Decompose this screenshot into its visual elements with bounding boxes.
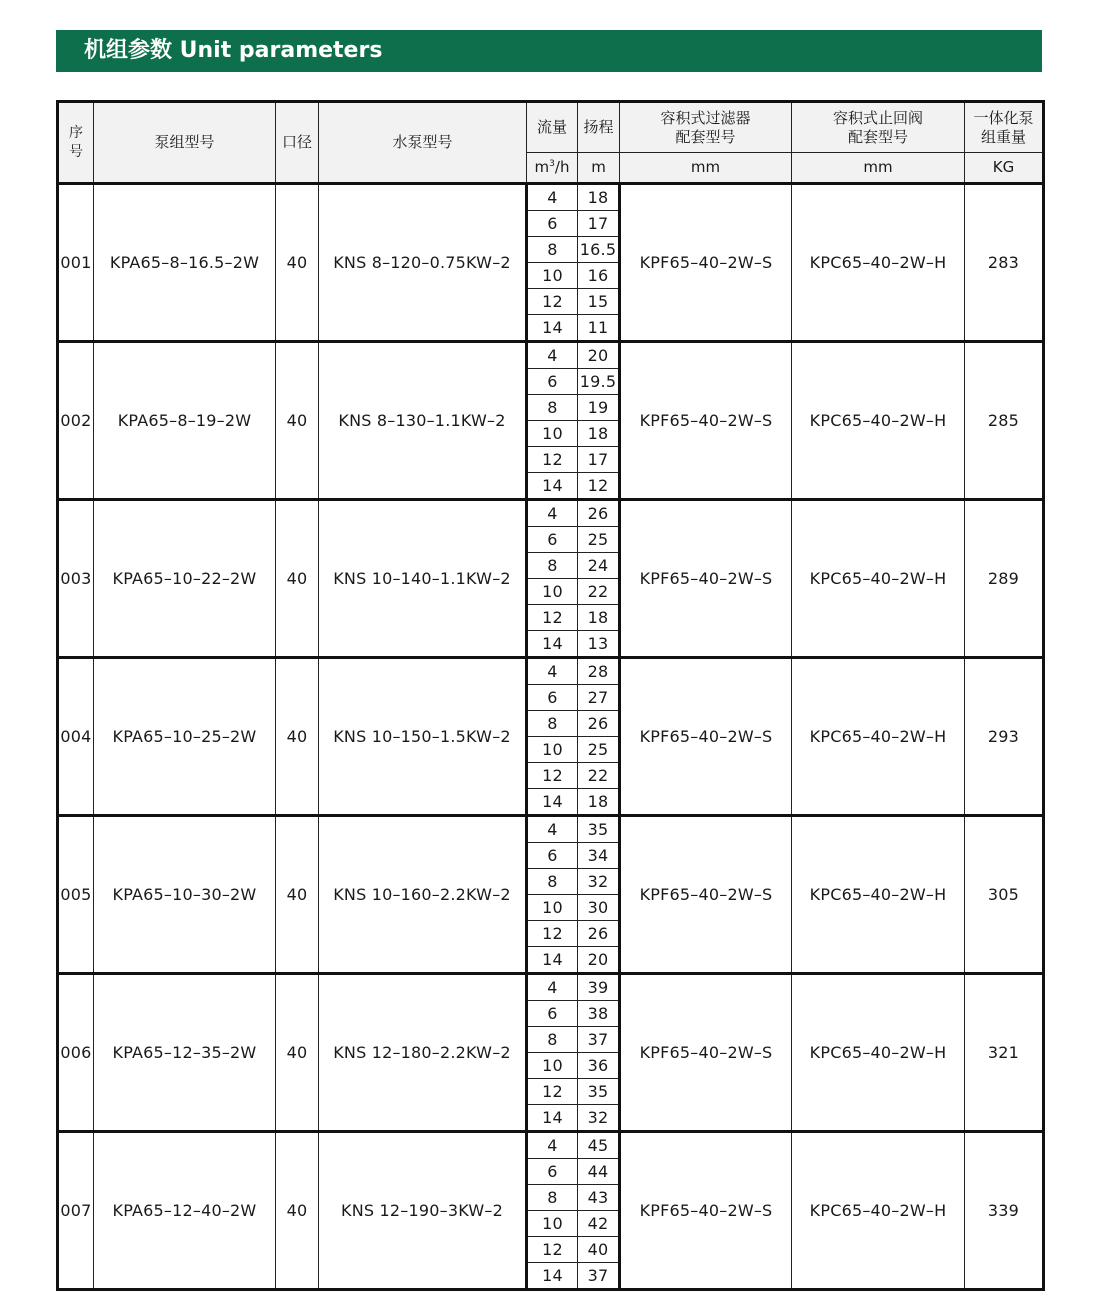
table-row [58, 1132, 1044, 1159]
cell-head: 25 [578, 527, 620, 553]
cell-unit-model: KPA65–12–40–2W [94, 1132, 276, 1290]
cell-head: 38 [578, 1001, 620, 1027]
cell-flow: 12 [527, 1237, 578, 1263]
cell-weight: 283 [965, 184, 1044, 342]
cell-flow: 14 [527, 631, 578, 658]
cell-flow: 10 [527, 1211, 578, 1237]
cell-flow: 12 [527, 605, 578, 631]
cell-weight: 293 [965, 658, 1044, 816]
cell-head: 35 [578, 1079, 620, 1105]
cell-caliber: 40 [276, 816, 319, 974]
table-row [58, 184, 1044, 211]
cell-weight: 305 [965, 816, 1044, 974]
cell-caliber: 40 [276, 658, 319, 816]
unit-parameters-table [56, 100, 1045, 1291]
cell-flow: 8 [527, 1027, 578, 1053]
cell-flow: 6 [527, 527, 578, 553]
cell-seq: 005 [58, 816, 94, 974]
cell-flow: 14 [527, 1105, 578, 1132]
cell-flow: 10 [527, 421, 578, 447]
cell-seq: 006 [58, 974, 94, 1132]
cell-head: 45 [578, 1132, 620, 1159]
cell-check-valve-model: KPC65–40–2W–H [792, 974, 965, 1132]
header-filter: 容积式过滤器 配套型号 [620, 102, 792, 153]
cell-flow: 6 [527, 843, 578, 869]
cell-flow: 14 [527, 1263, 578, 1290]
cell-filter-model: KPF65–40–2W–S [620, 342, 792, 500]
cell-caliber: 40 [276, 342, 319, 500]
cell-pump-model: KNS 8–130–1.1KW–2 [319, 342, 527, 500]
cell-filter-model: KPF65–40–2W–S [620, 500, 792, 658]
cell-check-valve-model: KPC65–40–2W–H [792, 500, 965, 658]
cell-head: 28 [578, 658, 620, 685]
cell-flow: 6 [527, 685, 578, 711]
cell-weight: 285 [965, 342, 1044, 500]
cell-head: 18 [578, 184, 620, 211]
cell-head: 42 [578, 1211, 620, 1237]
cell-flow: 4 [527, 974, 578, 1001]
cell-pump-model: KNS 10–140–1.1KW–2 [319, 500, 527, 658]
cell-head: 22 [578, 763, 620, 789]
table-row [58, 500, 1044, 527]
cell-head: 35 [578, 816, 620, 843]
cell-check-valve-model: KPC65–40–2W–H [792, 816, 965, 974]
section-title: 机组参数 Unit parameters [84, 38, 383, 63]
cell-head: 36 [578, 1053, 620, 1079]
cell-head: 16 [578, 263, 620, 289]
cell-flow: 4 [527, 184, 578, 211]
cell-unit-model: KPA65–8–16.5–2W [94, 184, 276, 342]
section-title-banner [56, 30, 1042, 72]
header-head: 扬程 [578, 102, 620, 153]
header-check-valve: 容积式止回阀 配套型号 [792, 102, 965, 153]
cell-head: 15 [578, 289, 620, 315]
table-row [58, 658, 1044, 685]
cell-check-valve-model: KPC65–40–2W–H [792, 184, 965, 342]
cell-head: 30 [578, 895, 620, 921]
cell-flow: 4 [527, 1132, 578, 1159]
cell-pump-model: KNS 12–180–2.2KW–2 [319, 974, 527, 1132]
cell-head: 19 [578, 395, 620, 421]
cell-head: 37 [578, 1027, 620, 1053]
table-row [58, 816, 1044, 843]
cell-head: 32 [578, 869, 620, 895]
cell-head: 25 [578, 737, 620, 763]
cell-flow: 8 [527, 869, 578, 895]
header-valve-unit: mm [792, 153, 965, 184]
cell-flow: 6 [527, 369, 578, 395]
header-caliber: 口径 [276, 102, 319, 184]
cell-weight: 321 [965, 974, 1044, 1132]
cell-head: 16.5 [578, 237, 620, 263]
cell-head: 43 [578, 1185, 620, 1211]
cell-head: 40 [578, 1237, 620, 1263]
cell-unit-model: KPA65–10–30–2W [94, 816, 276, 974]
cell-head: 26 [578, 500, 620, 527]
cell-flow: 12 [527, 763, 578, 789]
cell-seq: 002 [58, 342, 94, 500]
cell-flow: 14 [527, 789, 578, 816]
header-weight: 一体化泵 组重量 [965, 102, 1044, 153]
cell-check-valve-model: KPC65–40–2W–H [792, 342, 965, 500]
cell-flow: 4 [527, 816, 578, 843]
header-flow: 流量 [527, 102, 578, 153]
cell-seq: 003 [58, 500, 94, 658]
cell-flow: 8 [527, 237, 578, 263]
cell-weight: 339 [965, 1132, 1044, 1290]
cell-caliber: 40 [276, 184, 319, 342]
cell-head: 34 [578, 843, 620, 869]
cell-flow: 14 [527, 473, 578, 500]
cell-seq: 001 [58, 184, 94, 342]
cell-flow: 6 [527, 1159, 578, 1185]
cell-flow: 4 [527, 500, 578, 527]
cell-flow: 6 [527, 1001, 578, 1027]
table-body [58, 184, 1044, 1290]
cell-head: 17 [578, 211, 620, 237]
cell-head: 11 [578, 315, 620, 342]
cell-unit-model: KPA65–8–19–2W [94, 342, 276, 500]
cell-filter-model: KPF65–40–2W–S [620, 658, 792, 816]
cell-pump-model: KNS 10–150–1.5KW–2 [319, 658, 527, 816]
header-unit-model: 泵组型号 [94, 102, 276, 184]
cell-flow: 10 [527, 1053, 578, 1079]
cell-head: 26 [578, 711, 620, 737]
cell-head: 19.5 [578, 369, 620, 395]
cell-flow: 10 [527, 263, 578, 289]
cell-flow: 12 [527, 289, 578, 315]
cell-flow: 12 [527, 447, 578, 473]
cell-head: 27 [578, 685, 620, 711]
cell-flow: 8 [527, 553, 578, 579]
cell-flow: 12 [527, 1079, 578, 1105]
cell-caliber: 40 [276, 500, 319, 658]
cell-flow: 10 [527, 895, 578, 921]
cell-filter-model: KPF65–40–2W–S [620, 974, 792, 1132]
cell-head: 39 [578, 974, 620, 1001]
cell-head: 37 [578, 1263, 620, 1290]
cell-flow: 4 [527, 342, 578, 369]
cell-head: 12 [578, 473, 620, 500]
cell-flow: 6 [527, 211, 578, 237]
header-flow-unit: $m^3/h$ [527, 153, 578, 184]
cell-filter-model: KPF65–40–2W–S [620, 184, 792, 342]
cell-caliber: 40 [276, 974, 319, 1132]
cell-seq: 007 [58, 1132, 94, 1290]
cell-seq: 004 [58, 658, 94, 816]
cell-filter-model: KPF65–40–2W–S [620, 816, 792, 974]
header-weight-unit: KG [965, 153, 1044, 184]
cell-check-valve-model: KPC65–40–2W–H [792, 658, 965, 816]
cell-filter-model: KPF65–40–2W–S [620, 1132, 792, 1290]
cell-unit-model: KPA65–12–35–2W [94, 974, 276, 1132]
cell-head: 44 [578, 1159, 620, 1185]
cell-pump-model: KNS 10–160–2.2KW–2 [319, 816, 527, 974]
cell-head: 20 [578, 342, 620, 369]
cell-head: 20 [578, 947, 620, 974]
cell-flow: 12 [527, 921, 578, 947]
cell-flow: 8 [527, 711, 578, 737]
cell-flow: 14 [527, 947, 578, 974]
cell-flow: 8 [527, 395, 578, 421]
cell-check-valve-model: KPC65–40–2W–H [792, 1132, 965, 1290]
cell-weight: 289 [965, 500, 1044, 658]
header-head-unit: m [578, 153, 620, 184]
cell-head: 24 [578, 553, 620, 579]
header-filter-unit: mm [620, 153, 792, 184]
cell-pump-model: KNS 12–190–3KW–2 [319, 1132, 527, 1290]
cell-pump-model: KNS 8–120–0.75KW–2 [319, 184, 527, 342]
table-row [58, 342, 1044, 369]
cell-flow: 14 [527, 315, 578, 342]
table-row [58, 974, 1044, 1001]
header-pump-model: 水泵型号 [319, 102, 527, 184]
cell-head: 13 [578, 631, 620, 658]
cell-flow: 10 [527, 737, 578, 763]
cell-flow: 4 [527, 658, 578, 685]
cell-head: 22 [578, 579, 620, 605]
cell-head: 18 [578, 421, 620, 447]
cell-flow: 10 [527, 579, 578, 605]
cell-head: 26 [578, 921, 620, 947]
cell-head: 32 [578, 1105, 620, 1132]
cell-head: 17 [578, 447, 620, 473]
cell-head: 18 [578, 789, 620, 816]
cell-head: 18 [578, 605, 620, 631]
cell-flow: 8 [527, 1185, 578, 1211]
header-seq: 序 号 [58, 102, 94, 184]
cell-unit-model: KPA65–10–25–2W [94, 658, 276, 816]
cell-caliber: 40 [276, 1132, 319, 1290]
cell-unit-model: KPA65–10–22–2W [94, 500, 276, 658]
